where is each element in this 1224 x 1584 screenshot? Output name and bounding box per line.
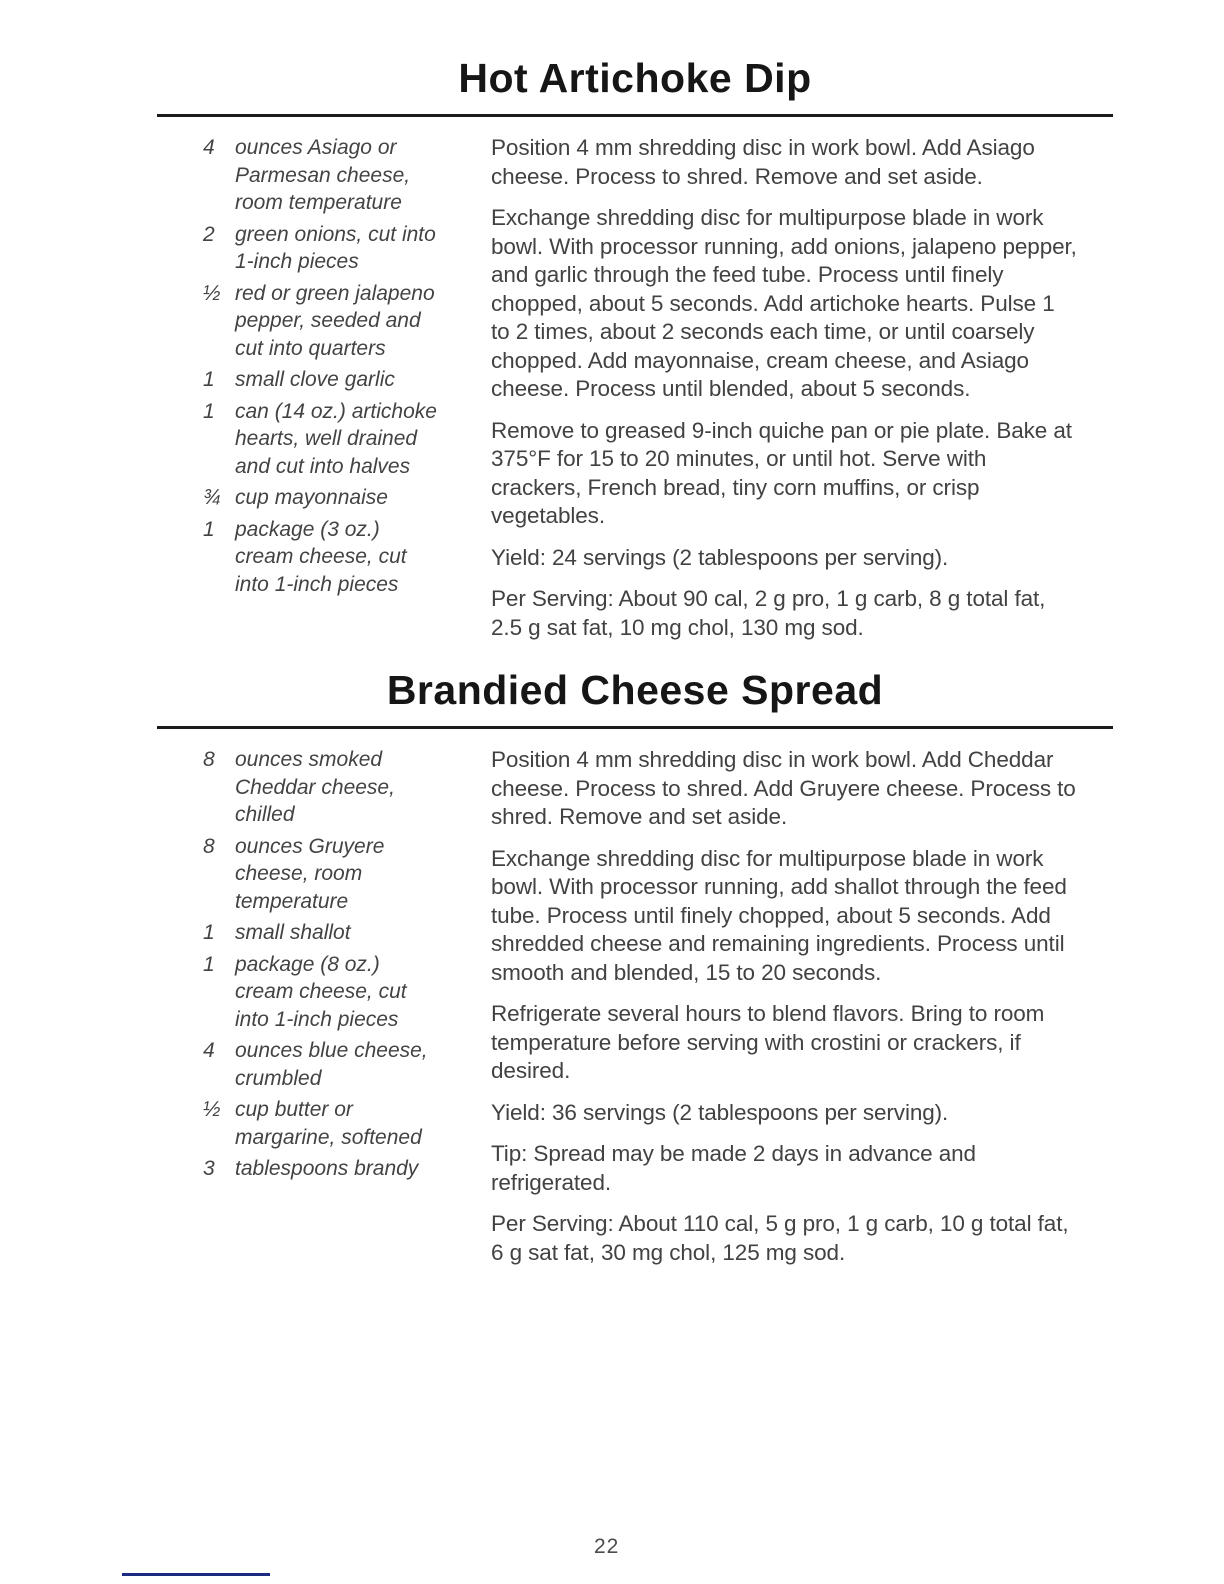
ingredient-quantity: 4 [203, 136, 215, 160]
ingredient-list [157, 134, 465, 642]
instruction-paragraph: Yield: 36 servings (2 tablespoons per serving). [491, 1099, 949, 1125]
ingredient-quantity: ½ [203, 1098, 221, 1122]
ingredient-item [203, 516, 465, 599]
ingredient-text: can (14 oz.) artichoke hearts, well drained and cut into halves [235, 399, 437, 478]
recipe-section [157, 668, 1113, 1267]
ingredient-item [203, 1096, 465, 1151]
footer-blue-line [122, 1573, 270, 1576]
instruction-paragraph: Per Serving: About 110 cal, 5 g pro, 1 g carb, 10 g total fat, 6 g sat fat, 30 mg chol, 125 mg sod. [491, 1211, 1069, 1265]
ingredient-quantity: 1 [203, 921, 215, 945]
ingredient-item [203, 398, 465, 481]
ingredient-item [203, 951, 465, 1034]
ingredient-quantity: 1 [203, 399, 215, 423]
ingredient-text: ounces Gruyere cheese, room temperature [235, 834, 385, 913]
ingredient-text: ounces Asiago or Parmesan cheese, room temperature [235, 136, 411, 215]
title-rule [157, 114, 1113, 117]
ingredient-text: ounces smoked Cheddar cheese, chilled [235, 748, 395, 827]
ingredient-item [203, 1037, 465, 1092]
ingredient-text: cup mayonnaise [235, 486, 388, 510]
ingredient-quantity: ¾ [203, 486, 221, 510]
instruction-steps [491, 746, 1079, 1267]
instruction-paragraph: Exchange shredding disc for multipurpose blade in work bowl. With processor running, add onions, jalapeno pepper, and garlic through the feed tube. Process until finely chopped, about 5 seconds. Add artichoke hearts. Pulse 1 to 2 times, about 2 seconds each time, or until coarsely chopped. Add mayonnaise, cream cheese, and Asiago cheese. Process until blended, about 5 seconds. [491, 205, 1077, 402]
instruction-steps [491, 134, 1079, 642]
instruction-paragraph: Remove to greased 9-inch quiche pan or pie plate. Bake at 375°F for 15 to 20 minutes, or until hot. Serve with crackers, French bread, tiny corn muffins, or crisp vegetables. [491, 417, 1072, 529]
ingredient-quantity: 4 [203, 1039, 215, 1063]
ingredient-text: small clove garlic [235, 368, 395, 392]
ingredient-quantity: 3 [203, 1157, 215, 1181]
ingredient-quantity: 8 [203, 834, 215, 858]
ingredient-item [203, 746, 465, 829]
ingredient-item [203, 221, 465, 276]
ingredient-quantity: 8 [203, 748, 215, 772]
recipe-title: Brandied Cheese Spread [386, 667, 884, 714]
ingredient-item [203, 484, 465, 512]
recipe-title: Hot Artichoke Dip [458, 55, 812, 101]
instruction-paragraph: Yield: 24 servings (2 tablespoons per serving). [491, 544, 949, 570]
ingredient-text: green onions, cut into 1-inch pieces [235, 222, 436, 274]
instruction-paragraph: Exchange shredding disc for multipurpose blade in work bowl. With processor running, add shallot through the feed tube. Process until finely chopped, about 5 seconds. Add shredded cheese and remaining ingredients. Process until smooth and blended, 15 to 20 seconds. [491, 845, 1067, 985]
ingredient-quantity: 1 [203, 517, 215, 541]
title-rule [157, 726, 1113, 729]
instruction-paragraph: Position 4 mm shredding disc in work bowl. Add Asiago cheese. Process to shred. Remove and set aside. [491, 135, 1035, 189]
ingredient-text: package (3 oz.) cream cheese, cut into 1-inch pieces [235, 517, 407, 596]
ingredient-quantity: ½ [203, 281, 221, 305]
instruction-paragraph: Refrigerate several hours to blend flavors. Bring to room temperature before serving with crostini or crackers, if desired. [491, 1001, 1045, 1084]
ingredient-item [203, 919, 465, 947]
recipe-body [157, 746, 1113, 1267]
ingredient-text: cup butter or margarine, softened [235, 1098, 422, 1149]
ingredient-item [203, 833, 465, 916]
ingredient-item [203, 1155, 465, 1183]
ingredient-text: tablespoons brandy [235, 1157, 419, 1181]
ingredient-quantity: 1 [203, 368, 215, 392]
recipes-container [157, 56, 1113, 1267]
ingredient-text: red or green jalapeno pepper, seeded and cut into quarters [235, 281, 435, 360]
ingredient-text: small shallot [235, 921, 351, 945]
recipe-section [157, 56, 1113, 642]
ingredient-item [203, 366, 465, 394]
ingredient-list [157, 746, 465, 1267]
instruction-paragraph: Tip: Spread may be made 2 days in advance and refrigerated. [491, 1141, 976, 1195]
page-number: 22 [594, 1535, 620, 1558]
instruction-paragraph: Position 4 mm shredding disc in work bowl. Add Cheddar cheese. Process to shred. Add Gruyere cheese. Process to shred. Remove and set aside. [491, 747, 1076, 830]
ingredient-text: package (8 oz.) cream cheese, cut into 1-inch pieces [235, 952, 407, 1031]
ingredient-quantity: 1 [203, 952, 215, 976]
instruction-paragraph: Per Serving: About 90 cal, 2 g pro, 1 g carb, 8 g total fat, 2.5 g sat fat, 10 mg chol, 130 mg sod. [491, 586, 1046, 640]
ingredient-text: ounces blue cheese, crumbled [235, 1039, 428, 1090]
ingredient-item [203, 134, 465, 217]
ingredient-quantity: 2 [203, 222, 215, 246]
recipe-body [157, 134, 1113, 642]
ingredient-item [203, 280, 465, 363]
